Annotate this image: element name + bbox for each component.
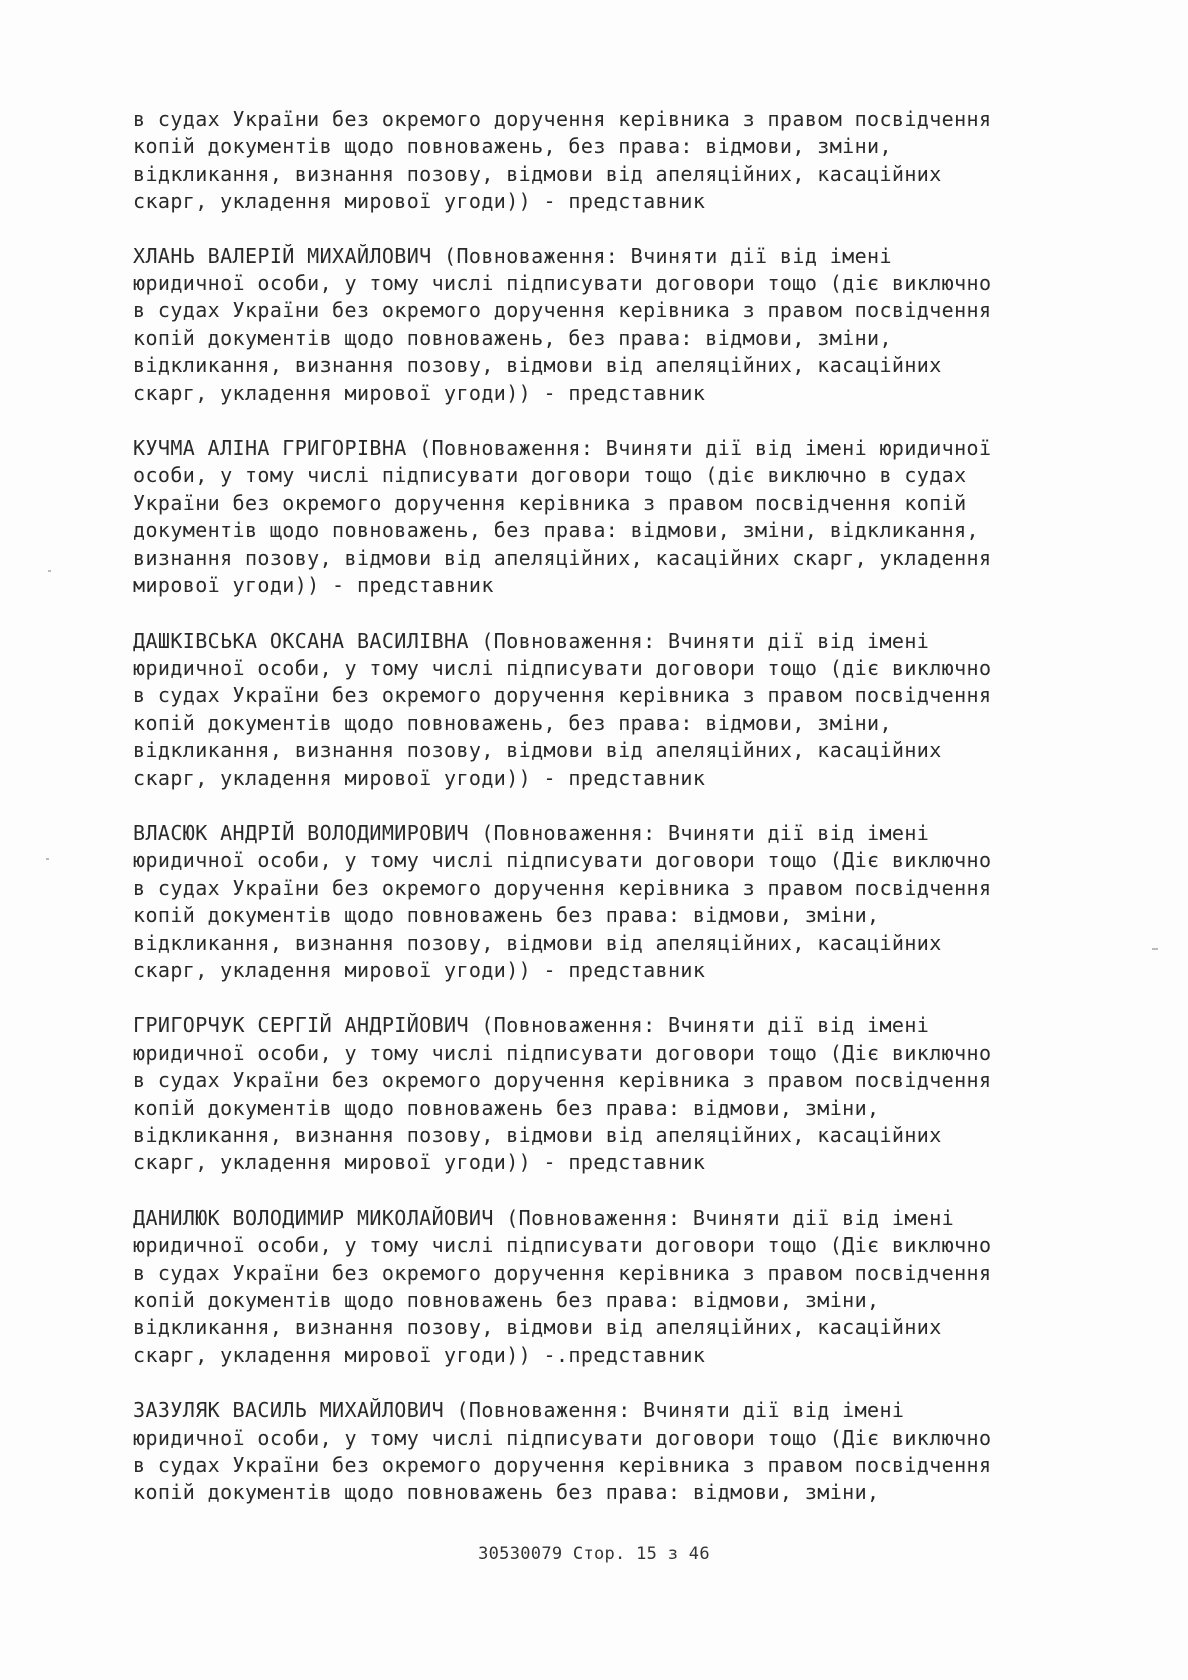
scan-speck bbox=[46, 858, 49, 860]
paragraph-zazuliak: ЗАЗУЛЯК ВАСИЛЬ МИХАЙЛОВИЧ (Повноваження: Вчиняти дії від імені юридичної особи, у тому числі підписувати договори тощо (Діє виключно в судах України без окремого доручення керівника з правом посвідчення копій документів щодо повноважень без права: відмови, зміни, bbox=[133, 1398, 992, 1505]
document-body bbox=[133, 106, 1093, 1535]
paragraph-khlan: ХЛАНЬ ВАЛЕРІЙ МИХАЙЛОВИЧ (Повноваження: Вчиняти дії від імені юридичної особи, у тому числі підписувати договори тощо (діє виключно в судах України без окремого доручення керівника з правом посвідчення копій документів щодо повноважень, без права: відмови, зміни, відкликання, визнання позову, відмови від апеляційних, касаційних скарг, укладення мирової угоди)) - представник bbox=[133, 243, 992, 405]
page-footer: 30530079 Стор. 15 з 46 bbox=[478, 1544, 710, 1564]
paragraph-hryhorchuk: ГРИГОРЧУК СЕРГІЙ АНДРІЙОВИЧ (Повноваження: Вчиняти дії від імені юридичної особи, у тому числі підписувати договори тощо (Діє виключно в судах України без окремого доручення керівника з правом посвідчення копій документів щодо повноважень без права: відмови, зміни, відкликання, визнання позову, відмови від апеляційних, касаційних скарг, укладення мирової угоди)) - представник bbox=[133, 1013, 992, 1175]
paragraph-continuation: в судах України без окремого доручення керівника з правом посвідчення копій документів щодо повноважень, без права: відмови, зміни, відкликання, визнання позову, відмови від апеляційних, касаційних скарг, укладення мирової угоди)) - представник bbox=[133, 107, 992, 214]
paragraph-vlasiuk: ВЛАСЮК АНДРІЙ ВОЛОДИМИРОВИЧ (Повноваження: Вчиняти дії від імені юридичної особи, у тому числі підписувати договори тощо (Діє виключно в судах України без окремого доручення керівника з правом посвідчення копій документів щодо повноважень без права: відмови, зміни, відкликання, визнання позову, відмови від апеляційних, касаційних скарг, укладення мирової угоди)) - представник bbox=[133, 820, 992, 982]
scan-speck bbox=[1152, 948, 1158, 950]
paragraph-kuchma: КУЧМА АЛІНА ГРИГОРІВНА (Повноваження: Вчиняти дії від імені юридичної особи, у тому числі підписувати договори тощо (діє виключно в судах України без окремого доручення керівника з правом посвідчення копій документів щодо повноважень, без права: відмови, зміни, відкликання, визнання позову, відмови від апеляційних, касаційних скарг, укладення мирової угоди)) - представник bbox=[133, 436, 992, 598]
paragraph-danyliuk: ДАНИЛЮК ВОЛОДИМИР МИКОЛАЙОВИЧ (Повноваження: Вчиняти дії від імені юридичної особи, у тому числі підписувати договори тощо (Діє виключно в судах України без окремого доручення керівника з правом посвідчення копій документів щодо повноважень без права: відмови, зміни, відкликання, визнання позову, відмови від апеляційних, касаційних скарг, укладення мирової угоди)) -.представник bbox=[133, 1205, 992, 1367]
paragraph-dashkivska: ДАШКІВСЬКА ОКСАНА ВАСИЛІВНА (Повноваження: Вчиняти дії від імені юридичної особи, у тому числі підписувати договори тощо (діє виключно в судах України без окремого доручення керівника з правом посвідчення копій документів щодо повноважень, без права: відмови, зміни, відкликання, визнання позову, відмови від апеляційних, касаційних скарг, укладення мирової угоди)) - представник bbox=[133, 628, 992, 790]
scan-speck bbox=[48, 570, 51, 572]
